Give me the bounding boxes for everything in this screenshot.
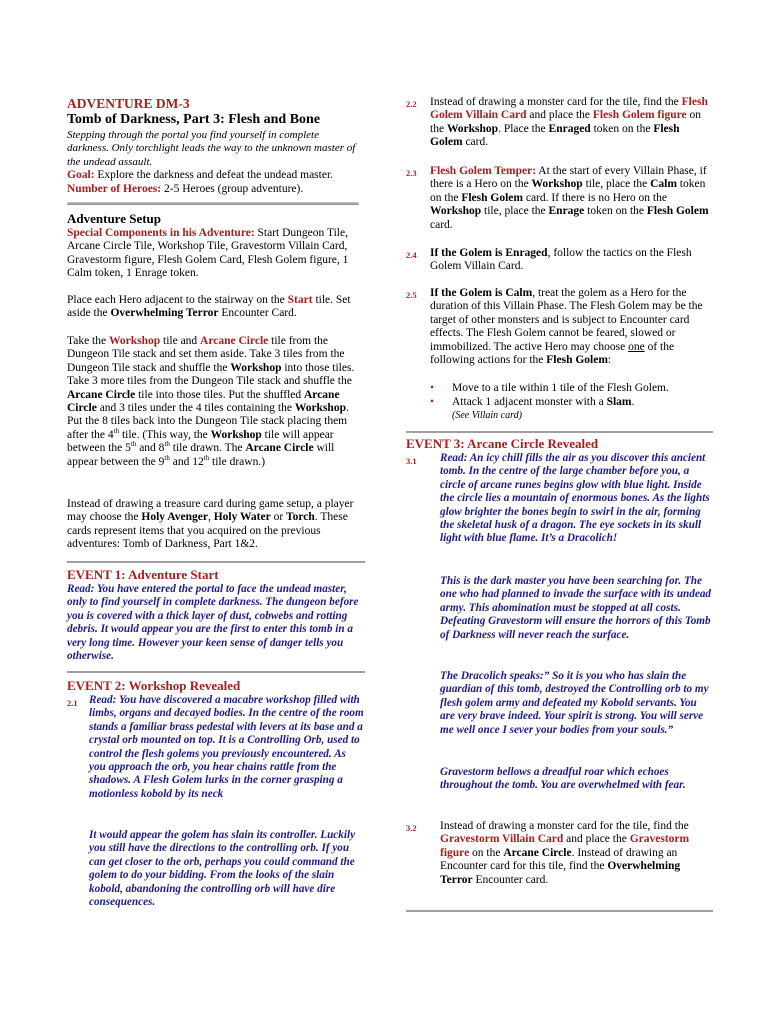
start-term: Start — [287, 294, 313, 306]
text: tile from the Dungeon Tile stack and set them aside. Take 3 tiles from the Dungeon Tile stack and shuffle the — [67, 335, 345, 374]
step-number-2-3: 2.3 — [406, 168, 417, 178]
text: tile and — [160, 335, 201, 347]
read-label: Read: — [89, 694, 117, 706]
goal-text: Explore the darkness and defeat the undead master. — [94, 169, 334, 181]
flesh-golem-term: Flesh Golem — [646, 205, 709, 218]
text: of the following actions for the — [430, 340, 675, 367]
step-number-3-2: 3.2 — [406, 823, 417, 833]
text: tile into those tiles. Put the shuffled — [135, 388, 304, 401]
workshop-term: Workshop — [430, 205, 482, 218]
step-3-2 — [440, 820, 714, 887]
text: Instead of drawing a treasure card during game setup, a player may choose the — [67, 498, 354, 524]
flesh-golem-term: Flesh Golem — [461, 191, 523, 204]
step-number-2-5: 2.5 — [406, 290, 417, 300]
text: At the start of every Villain Phase, if there is a Hero on the — [430, 165, 707, 191]
text: Encounter Card. — [218, 307, 297, 320]
text: Attack 1 adjacent monster with a — [452, 396, 607, 408]
text: card. — [462, 136, 489, 149]
step-number-2-4: 2.4 — [406, 250, 417, 260]
text: on the — [430, 109, 701, 135]
text: and place the — [563, 833, 630, 846]
event3-read-3: The Dracolich speaks:” So it is you who has slain the guardian of this tomb, destroyed the Controlling orb to my flesh golem army and defeated my Kobold servants. You are very brave indeed. Your spirit is strong. You will serve me well once I sever your bodies from your souls.” — [440, 670, 709, 736]
bullet-icon: • — [430, 396, 435, 408]
arcane-term: Arcane Circle — [245, 442, 314, 455]
read-text: An icy chill fills the air as you discover this ancient tomb. In the centre of the large chamber before you, a circle of arcane runes begins glow with blue light. Inside the circle lies a mountain of enormous bones. As the lights glow brighter the bones begin to swirl in the air, forming the skeletal husk of a dragon. The eye sockets in its skull light with blue flame. It’s a Dracolich! — [440, 452, 710, 545]
setup-paragraph-2 — [67, 335, 367, 469]
text: card. If there is no Hero on the — [522, 191, 667, 204]
arcane-term: Arcane Circle — [67, 388, 340, 415]
ordinal: th — [130, 440, 137, 449]
text: : — [607, 354, 612, 367]
villain-card-term: Flesh Golem Villain Card — [430, 96, 708, 122]
text: Move to a tile within 1 tile of the Flesh Golem. — [452, 382, 669, 394]
ordinal: th — [203, 453, 210, 462]
text: and 12 — [169, 455, 204, 468]
holy-water-term: Holy Water — [213, 511, 271, 524]
read-label: Read: — [440, 452, 468, 464]
text: tile. (This way, the — [119, 428, 211, 441]
text: token on the — [430, 178, 706, 204]
divider — [67, 202, 359, 205]
flesh-golem-term: Flesh Golem — [430, 122, 680, 149]
step-2-5 — [430, 287, 714, 367]
calm-term: Calm — [650, 178, 677, 191]
step-number-2-2: 2.2 — [406, 99, 417, 109]
heroes-line — [67, 183, 363, 196]
workshop-term: Workshop — [210, 428, 262, 441]
villain-card-term: Gravestorm Villain Card — [440, 833, 564, 846]
arcane-term: Arcane Circle — [67, 388, 136, 401]
event2-read-2: It would appear the golem has slain its controller. Luckily you still have the directions to the controlling orb. If you can get closer to the orb, perhaps you could command the golem to do your bidding. From the looks of the slain kobold, abandoning the controlling orb will have dire consequences. — [89, 829, 356, 909]
workshop-term: Workshop — [294, 402, 346, 415]
text: tile, place the — [582, 178, 651, 191]
figure-term: Gravestorm figure — [440, 833, 690, 859]
torch-term: Torch — [286, 511, 315, 524]
text: and 3 tiles under the 4 tiles containing the — [96, 402, 295, 415]
event1-heading: EVENT 1: Adventure Start — [67, 567, 219, 582]
workshop-term: Workshop — [108, 335, 161, 347]
goal-line — [67, 169, 363, 182]
special-text: Start Dungeon Tile, Arcane Circle Tile, Workshop Tile, Gravestorm Villain Card, Gravestorm figure, Flesh Golem Card, Flesh Golem figure, 1 Calm token, 1 Enrage token. — [67, 227, 349, 280]
text: . Put the 8 tiles back into the Dungeon Tile stack placing them after the 4 — [67, 402, 349, 441]
text: tile drawn.) — [209, 455, 266, 468]
divider — [67, 671, 365, 673]
ordinal: th — [113, 427, 120, 436]
special-components — [67, 227, 363, 281]
list-item — [430, 395, 714, 409]
divider — [406, 910, 713, 912]
text: . Place the — [498, 122, 549, 135]
adventure-intro: Stepping through the portal you find yourself in complete darkness. Only torchlight leads the way to the unknown master of the undead assault. — [67, 129, 356, 168]
bullet-icon: • — [430, 382, 435, 394]
slam-term: Slam — [606, 396, 632, 408]
text: tile will appear between the 5 — [67, 428, 334, 455]
text: token on the — [590, 122, 654, 135]
ordinal: th — [164, 453, 170, 462]
event2-heading: EVENT 2: Workshop Revealed — [67, 678, 241, 693]
special-label: Special Components in his Adventure: — [67, 227, 255, 239]
one-term: one — [628, 340, 645, 353]
text: on the — [469, 846, 504, 859]
text: Instead of drawing a monster card for the tile, find the — [440, 820, 689, 832]
event3-read-2: This is the dark master you have been searching for. The one who had planned to invade the surface with its undead army. This abomination must be stopped at all costs. Defeating Gravestorm will ensure the horrors of this Tomb of Darkness will never reach the surface. — [440, 575, 712, 641]
text: . Instead of drawing an Encounter card for this tile, find the — [440, 846, 678, 873]
holy-avenger-term: Holy Avenger — [141, 511, 208, 524]
text: tile drawn. The — [169, 442, 246, 455]
read-label: Read: — [67, 583, 95, 595]
enraged-term: Enraged — [548, 122, 591, 135]
workshop-term: Workshop — [446, 122, 499, 135]
enraged-label: If the Golem is Enraged — [430, 247, 548, 259]
text: into those tiles. Take 3 more tiles from the Dungeon Tile stack and shuffle the — [67, 361, 355, 388]
step-number-2-1: 2.1 — [67, 698, 78, 708]
event1-read — [67, 583, 365, 663]
text: token on the — [584, 205, 647, 218]
text: or — [270, 511, 287, 524]
event2-read — [89, 694, 365, 801]
arcane-term: Arcane Circle — [200, 335, 269, 347]
setup-heading: Adventure Setup — [67, 211, 162, 226]
terror-term: Overwhelming Terror — [440, 860, 681, 886]
setup-paragraph-3 — [67, 498, 367, 552]
event3-read-4: Gravestorm bellows a dreadful roar which echoes throughout the tomb. You are overwhelmed with fear. — [440, 766, 686, 792]
adventure-title: Tomb of Darkness, Part 3: Flesh and Bone — [67, 112, 321, 127]
see-villain-note: (See Villain card) — [452, 410, 522, 421]
step-2-4 — [430, 247, 714, 274]
step-2-3 — [430, 165, 714, 232]
arcane-term: Arcane Circle — [503, 846, 572, 859]
text: tile, place the — [481, 205, 549, 218]
text: card. — [430, 218, 453, 231]
calm-label: If the Golem is Calm — [430, 287, 533, 299]
terror-term: Overwhelming Terror — [110, 307, 219, 320]
figure-term: Flesh Golem figure — [592, 109, 687, 122]
text: and place the — [526, 109, 593, 122]
event3-read — [440, 452, 714, 546]
text: will appear between the 9 — [67, 442, 335, 468]
golem-actions-list — [430, 381, 714, 409]
read-text: You have entered the portal to face the undead master, only to find yourself in complete darkness. The dungeon before you is covered with a thick layer of dust, cobwebs and rotting debris. It would appear you are the first to enter this tomb in a very long time. However your keen sense of danger tells you otherwise. — [67, 583, 359, 663]
heroes-label: Number of Heroes: — [67, 183, 162, 195]
text: Take the — [67, 335, 109, 347]
temper-label: Flesh Golem Temper: — [430, 165, 537, 177]
step-2-2 — [430, 96, 714, 150]
step-number-3-1: 3.1 — [406, 456, 417, 466]
workshop-term: Workshop — [230, 361, 282, 374]
list-item — [430, 381, 714, 395]
text: Place each Hero adjacent to the stairway on the — [67, 294, 288, 306]
workshop-term: Workshop — [531, 178, 583, 191]
adventure-code: ADVENTURE DM-3 — [67, 96, 190, 111]
text: and 8 — [136, 442, 165, 455]
divider — [67, 561, 365, 563]
divider — [406, 431, 713, 433]
text: . — [631, 396, 635, 408]
ordinal: th — [164, 440, 170, 449]
flesh-golem-term: Flesh Golem — [546, 354, 608, 367]
setup-paragraph-1 — [67, 294, 363, 321]
text: , — [207, 511, 214, 524]
read-text: You have discovered a macabre workshop filled with limbs, organs and decayed bodies. In the centre of the room stands a familiar brass pedestal with levers at its base and a crystal orb mounted on top. It is a Controlling Orb, used to control the flesh golems you previously encountered. As you approach the orb, you hear chains rattle from the shadows. A Flesh Golem lurks in the corner grasping a motionless kobold by its neck — [89, 694, 364, 800]
text: , treat the golem as a Hero for the duration of this Villain Phase. The Flesh Golem may be the target of other monsters and is subject to Encounter card effects. The Flesh Golem cannot be feared, slowed or immobilized. The active Hero may choose — [430, 287, 703, 353]
text: tile. Set aside the — [67, 294, 351, 320]
goal-label: Goal: — [67, 169, 95, 181]
heroes-text: 2-5 Heroes (group adventure). — [161, 183, 304, 195]
event3-heading: EVENT 3: Arcane Circle Revealed — [406, 436, 599, 451]
text: . These cards represent items that you acquired on the previous adventures: Tomb of Darkness, Part 1&2. — [67, 511, 348, 551]
text: , follow the tactics on the Flesh Golem Villain Card. — [430, 247, 692, 273]
enrage-term: Enrage — [548, 205, 585, 218]
text: Encounter card. — [472, 873, 549, 886]
text: Instead of drawing a monster card for the tile, find the — [430, 96, 682, 108]
